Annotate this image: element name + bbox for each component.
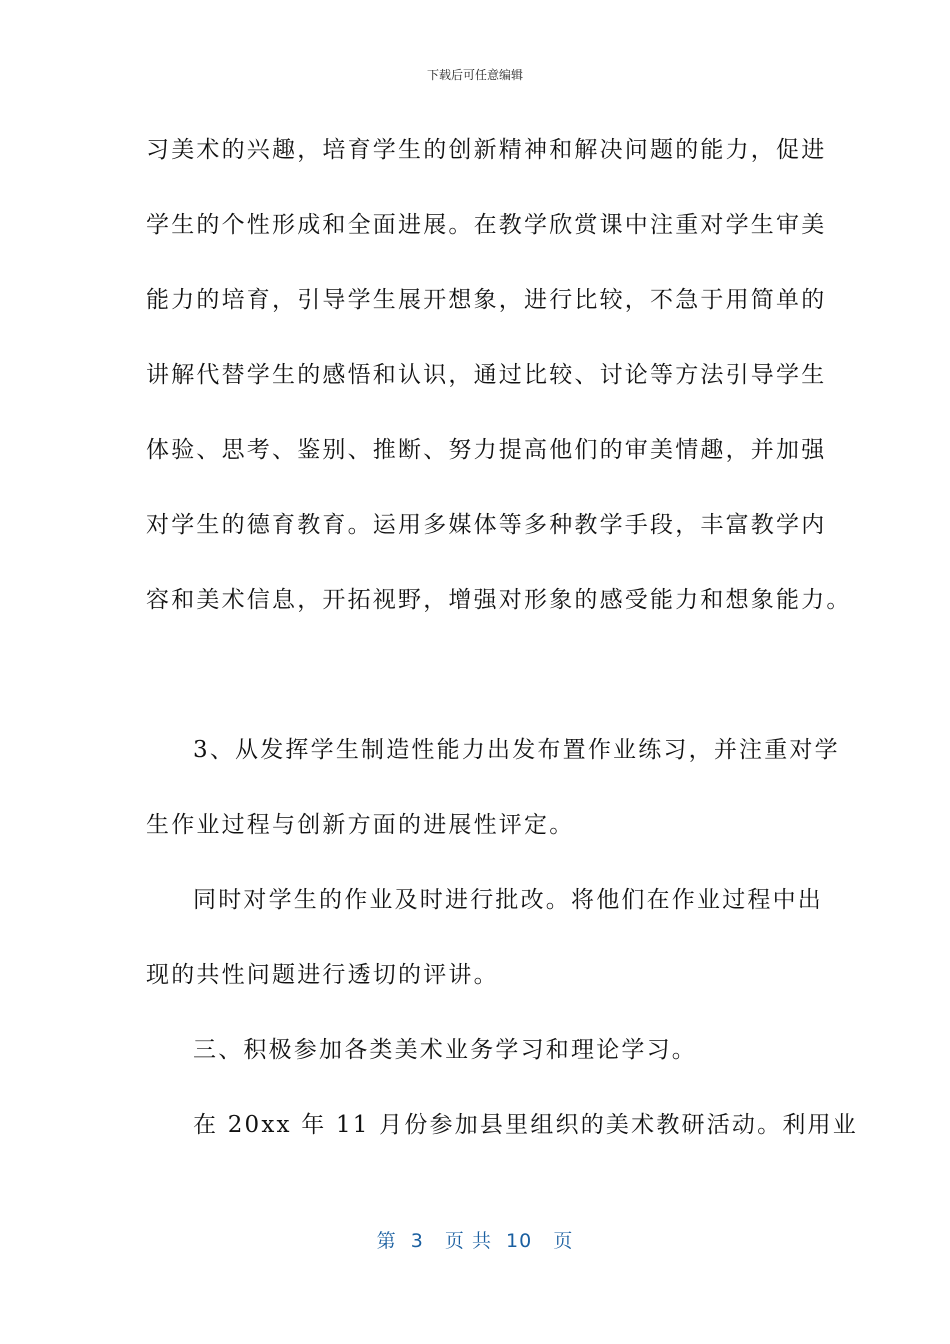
body-text-line: 讲解代替学生的感悟和认识，通过比较、讨论等方法引导学生 bbox=[146, 362, 827, 388]
body-text-line: 同时对学生的作业及时进行批改。将他们在作业过程中出 bbox=[193, 887, 823, 913]
body-text-line: 习美术的兴趣，培育学生的创新精神和解决问题的能力，促进 bbox=[146, 137, 827, 163]
body-text-line: 对学生的德育教育。运用多媒体等多种教学手段，丰富教学内 bbox=[146, 512, 827, 538]
body-text-line: 容和美术信息，开拓视野，增强对形象的感受能力和想象能力。 bbox=[146, 587, 852, 613]
body-text-line: 体验、思考、鉴别、推断、努力提高他们的审美情趣，并加强 bbox=[146, 437, 827, 463]
body-text-line: 3、从发挥学生制造性能力出发布置作业练习，并注重对学 bbox=[193, 737, 840, 763]
body-text-line: 现的共性问题进行透切的评讲。 bbox=[146, 962, 499, 988]
body-text-line: 生作业过程与创新方面的进展性评定。 bbox=[146, 812, 575, 838]
page-header: 下载后可任意编辑 bbox=[426, 68, 523, 82]
body-text-line: 学生的个性形成和全面进展。在教学欣赏课中注重对学生审美 bbox=[146, 212, 827, 238]
section-heading: 三、积极参加各类美术业务学习和理论学习。 bbox=[193, 1037, 697, 1063]
body-text-line: 在 20xx 年 11 月份参加县里组织的美术教研活动。利用业 bbox=[193, 1112, 858, 1138]
page-number-footer: 第 3 页 共 10 页 bbox=[376, 1230, 574, 1252]
body-text-line: 能力的培育，引导学生展开想象，进行比较，不急于用简单的 bbox=[146, 287, 827, 313]
